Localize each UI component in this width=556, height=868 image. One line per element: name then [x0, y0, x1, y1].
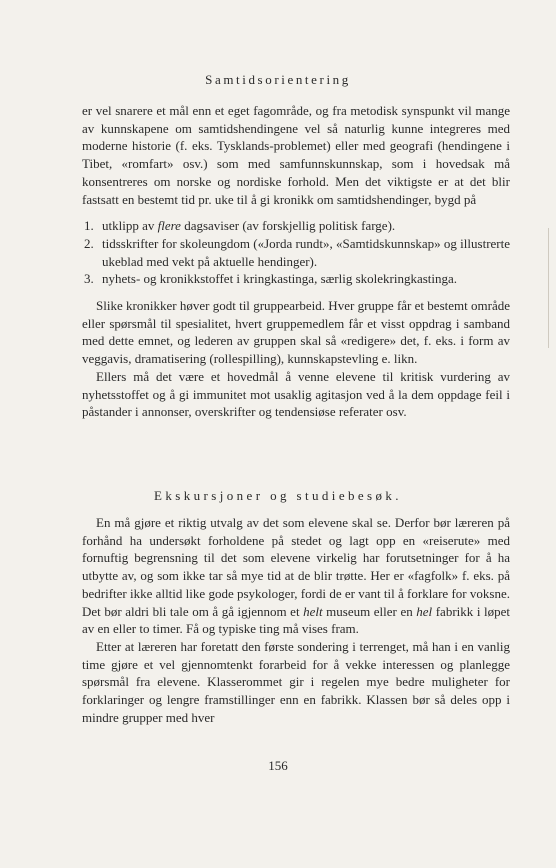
list-number: 3.: [84, 271, 94, 287]
section-heading: Ekskursjoner og studiebesøk.: [154, 488, 402, 503]
list-number: 1.: [84, 218, 94, 234]
list-item: 1. utklipp av flere dagsaviser (av forskjellig politisk farge).: [84, 218, 396, 234]
text-top: [82, 102, 510, 421]
list-number: 2.: [84, 235, 94, 251]
paragraph-group-work: Slike kronikker høver godt til gruppearbeid. Hver gruppe får et bestemt område eller spørsmål til spesialitet, hvert gruppemedlem får et visst oppdrag i samband med dette emnet, og lederen av gruppen skal så «redigere» det, f. eks. i form av veggavis, dramatisering (rollespilling), kunnskapstevling e. likn.: [82, 298, 510, 367]
emphasis: helt: [303, 603, 323, 619]
intro-paragraph: er vel snarere et mål enn et eget fagområde, og fra metodisk synspunkt vil mange av kunnskapene om samtidshendingene vel så naturlig kunne integreres med moderne historie (f. eks. Tysklands-problemet) eller med geografi (hendingene i Tibet, «romfart» osv.) som med samfunnskunnskap, som i hovedsak må konsentreres om norske og nordiske forhold. Men det viktigste er at det blir fastsatt en bestemt tid pr. uke til å gi kronikk om samtidshendinger, bygd på: [82, 103, 510, 207]
emphasis: flere: [157, 218, 181, 234]
emphasis: hel: [416, 603, 433, 619]
numbered-list: [82, 217, 510, 288]
paragraph-after: Etter at læreren har foretatt den første sondering i terrenget, må han i en vanlig time gjøre et vel gjennomtenkt forarbeid for å vekke interessen og planlegge spørsmål fra elevene. Klasserommet gir i regelen mye bedre muligheter for forklaringer og lengre framstillinger enn en fabrikk. Klassen bør så deles opp i mindre grupper med hver: [82, 638, 510, 725]
text-bottom: [82, 514, 510, 726]
paragraph-critical: Ellers må det være et hovedmål å venne elevene til kritisk vurdering av nyhetsstoffet og å gi immunitet mot usaklig agitasjon ved å la dem oppdage feil i påstander i annonser, overskrifter og tendensiøse referater osv.: [82, 368, 510, 420]
list-item: 2. tidsskrifter for skoleungdom («Jorda rundt», «Samtidskunnskap» og illustrerte ukeblad med vekt på aktuelle hendinger).: [84, 235, 511, 269]
running-head: Samtidsorientering: [205, 72, 351, 87]
margin-mark: [548, 228, 549, 348]
list-item: 3. nyhets- og kronikkstoffet i kringkastinga, særlig skolekringkastinga.: [84, 271, 458, 287]
paragraph-excursion: En må gjøre et riktig utvalg av det som elevene skal se. Derfor bør læreren på forhånd ha undersøkt forholdene på stedet og lagt opp en «reiserute» med fornuftig begrensning til det som elevene virkelig har forutsetninger for å ha utbytte av, og som ikke tar så mye tid at de blir trøtte. Her er «fagfolk» f. eks. på bedrifter ikke alltid like gode psykologer, fordi de er vant til å forklare for voksne. Det bør aldri bli tale om å gå igjennom et helt museum eller en hel fabrikk i løpet av en eller to timer. Få og typiske ting må vises fram.: [82, 515, 510, 637]
page-number: 156: [268, 758, 288, 773]
